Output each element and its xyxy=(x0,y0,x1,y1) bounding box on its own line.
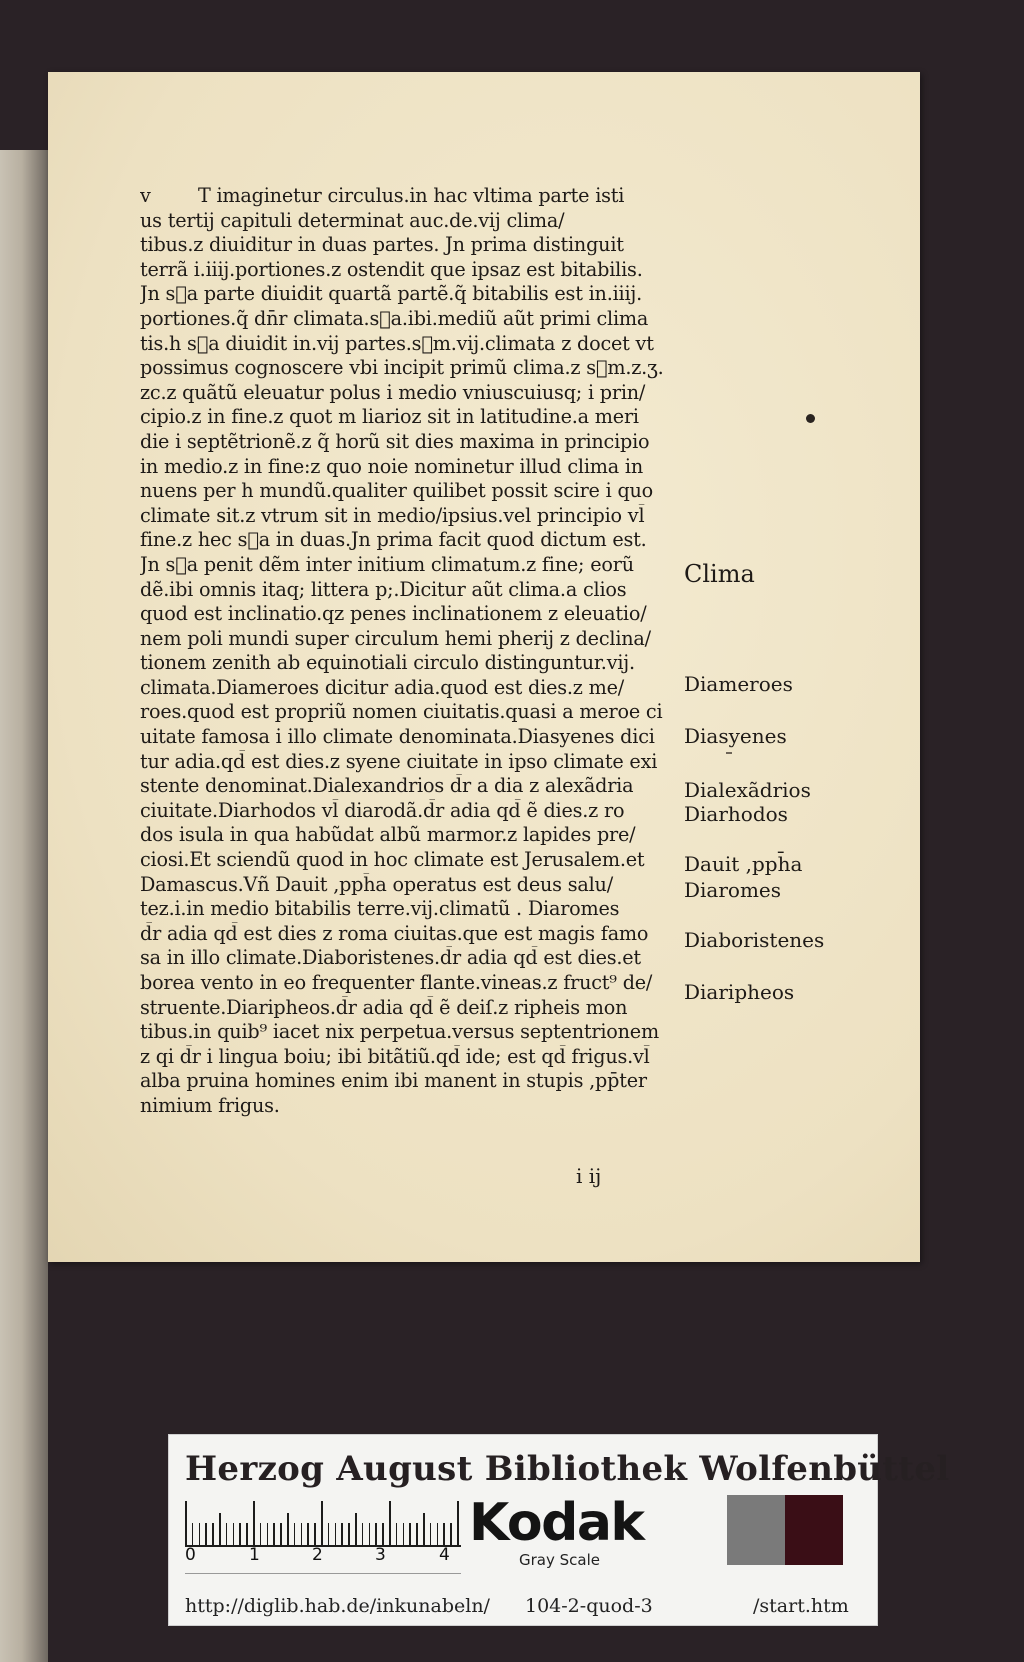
ruler-tick xyxy=(185,1501,187,1545)
signature-mark: i ij xyxy=(576,1164,602,1188)
ruler-tick xyxy=(192,1523,194,1545)
leading-mark: v xyxy=(140,184,151,207)
ruler-number: 1 xyxy=(249,1545,260,1565)
ruler-tick xyxy=(239,1523,241,1545)
ruler-tick xyxy=(287,1513,289,1545)
ruler-tick xyxy=(199,1523,201,1545)
gray-swatch xyxy=(727,1495,785,1565)
text-line: possimus cognoscere vbi incipit primũ clima.z s᷑m.z.ʒ. xyxy=(140,356,664,380)
ruler-tick xyxy=(437,1523,439,1545)
text-line: ciosi.Et sciendũ quod in hoc climate est Jerusalem.et xyxy=(140,848,645,872)
ruler-tick xyxy=(409,1523,411,1545)
margin-note-diasyenes: Diasyenes xyxy=(684,724,787,748)
book-edge-shadow xyxy=(0,0,48,150)
ruler-tick xyxy=(321,1501,323,1545)
ruler-tick xyxy=(382,1523,384,1545)
ruler-tick xyxy=(375,1523,377,1545)
ruler-tick xyxy=(396,1523,398,1545)
ruler-tick xyxy=(341,1523,343,1545)
url-id[interactable]: 104-2-quod-3 xyxy=(525,1595,653,1617)
url-base[interactable]: http://diglib.hab.de/inkunabeln/ xyxy=(185,1595,490,1617)
text-line: climate sit.z vtrum sit in medio/ipsius.vel principio vl̄ xyxy=(140,503,645,527)
kodak-logo: Kodak xyxy=(469,1493,644,1553)
ruler-tick xyxy=(450,1523,452,1545)
main-text-column xyxy=(140,184,720,1119)
library-footer xyxy=(168,1434,950,1626)
ruler-tick xyxy=(267,1523,269,1545)
ruler-tick xyxy=(389,1501,391,1545)
ruler-tick xyxy=(307,1523,309,1545)
ruler-tick xyxy=(226,1523,228,1545)
text-line: Jn s᷑a parte diuidit quartã partẽ.q̃ bitabilis est in.iiij. xyxy=(140,282,643,306)
text-line: tez.i.in medio bitabilis terre.vij.climatũ . Diaromes xyxy=(140,897,620,921)
text-line: tibus.z diuiditur in duas partes. Jn prima distinguit xyxy=(140,233,624,257)
text-line: portiones.q̃ dn̄r climata.s᷑a.ibi.mediũ aũt primi clima xyxy=(140,306,649,330)
ruler-tick xyxy=(301,1523,303,1545)
text-line: us tertij capituli determinat auc.de.vij clima/ xyxy=(140,208,565,232)
text-line: alba pruina homines enim ibi manent in stupis ,pp̄ter xyxy=(140,1069,647,1093)
margin-note-clima: Clima xyxy=(684,560,755,588)
ruler-tick xyxy=(403,1523,405,1545)
text-line: Jn s᷑a penit dẽm inter initium climatum.z fine; eorũ xyxy=(140,552,634,576)
ruler-tick xyxy=(280,1523,282,1545)
text-line: zc.z quãtũ eleuatur polus i medio vniuscuiusq; i prin/ xyxy=(140,380,646,404)
ruler-tick xyxy=(314,1523,316,1545)
text-line: tionem zenith ab equinotiali circulo distinguntur.vij. xyxy=(140,651,635,675)
url-suffix[interactable]: /start.htm xyxy=(753,1595,849,1617)
text-line: sa in illo climate.Diaboristenes.d̄r adia qd̄ est dies.et xyxy=(140,946,641,970)
text-line: cipio.z in fine.z quot m liarioz sit in latitudine.a meri xyxy=(140,405,639,429)
text-line: Damascus.Vñ Dauit ,pph̄a operatus est deus salu/ xyxy=(140,872,613,896)
ruler-tick xyxy=(335,1523,337,1545)
manuscript-page xyxy=(48,72,920,1262)
text-line: dẽ.ibi omnis itaq; littera p;.Dicitur aũt clima.a clios xyxy=(140,577,627,601)
text-line: tur adia.qd̄ est dies.z syene ciuitate in ipso climate exi xyxy=(140,749,658,773)
library-title: Herzog August Bibliothek Wolfenbüttel xyxy=(185,1449,950,1489)
ruler-number: 0 xyxy=(185,1545,196,1565)
ruler-tick xyxy=(443,1523,445,1545)
margin-tick-mark xyxy=(726,752,732,754)
ruler-tick xyxy=(430,1523,432,1545)
scale-ruler xyxy=(185,1499,461,1547)
ink-dot xyxy=(806,414,815,423)
text-line: borea vento in eo frequenter flante.vineas.z fruct⁹ de/ xyxy=(140,971,653,994)
book-edge xyxy=(0,0,48,1662)
margin-note-diameroes: Diameroes xyxy=(684,672,793,696)
text-line: tis.h s᷑a diuidit in.vij partes.s᷑m.vij.climata z docet vt xyxy=(140,331,654,355)
margin-note-diarhodos: Diarhodos xyxy=(684,802,788,826)
ruler-tick xyxy=(205,1523,207,1545)
ruler-tick xyxy=(348,1523,350,1545)
text-line: uitate famosa i illo climate denominata.Diasyenes dici xyxy=(140,725,655,749)
text-line: d̄r adia qd̄ est dies z roma ciuitas.que est magis famo xyxy=(140,921,649,945)
ruler-baseline xyxy=(185,1573,461,1574)
text-line: nimium frigus. xyxy=(140,1093,280,1117)
text-line: terrã i.iiij.portiones.z ostendit que ipsaz est bitabilis. xyxy=(140,257,643,281)
dark-swatch xyxy=(785,1495,843,1565)
ruler-tick xyxy=(233,1523,235,1545)
ruler-tick xyxy=(362,1523,364,1545)
ruler-tick xyxy=(423,1513,425,1545)
margin-note-diaboristenes: Diaboristenes xyxy=(684,928,825,952)
gray-scale-label: Gray Scale xyxy=(519,1551,600,1569)
text-line: struente.Diaripheos.d̄r adia qd̄ ẽ deiſ.z ripheis mon xyxy=(140,995,628,1019)
text-line: v T imaginetur circulus.in hac vltima parte isti xyxy=(140,184,625,207)
ruler-tick xyxy=(457,1501,459,1545)
ruler-number: 2 xyxy=(312,1545,323,1565)
ruler-tick xyxy=(369,1523,371,1545)
text-line: quod est inclinatio.qz penes inclinationem z eleuatio/ xyxy=(140,602,647,626)
ruler-tick xyxy=(219,1513,221,1545)
ruler-tick xyxy=(246,1523,248,1545)
ruler-tick xyxy=(212,1523,214,1545)
ruler-tick xyxy=(260,1523,262,1545)
ruler-tick xyxy=(355,1513,357,1545)
text-line: ciuitate.Diarhodos vl̄ diarodã.d̄r adia qd̄ ẽ dies.z ro xyxy=(140,798,625,822)
ruler-tick xyxy=(253,1501,255,1545)
ruler-tick xyxy=(294,1523,296,1545)
text-line: dos isula in qua habũdat albũ marmor.z lapides pre/ xyxy=(140,823,636,847)
ruler-tick xyxy=(416,1523,418,1545)
ruler-tick xyxy=(328,1523,330,1545)
text-line: in medio.z in fine:z quo noie nominetur illud clima in xyxy=(140,454,643,478)
text-line: nem poli mundi super circulum hemi pherij z declina/ xyxy=(140,626,651,650)
text-line: tibus.in quib⁹ iacet nix perpetua.versus septentrionem xyxy=(140,1020,659,1044)
text-line: z qi d̄r i lingua boiu; ibi bitãtiũ.qd̄ ide; est qd̄ frigus.vl̄ xyxy=(140,1044,650,1068)
text-line: climata.Diameroes dicitur adia.quod est dies.z me/ xyxy=(140,675,625,699)
ruler-tick xyxy=(273,1523,275,1545)
margin-note-dauit-propheta: Dauit ,pph̄a xyxy=(684,852,803,876)
text-line: roes.quod est propriũ nomen ciuitatis.quasi a meroe ci xyxy=(140,700,663,724)
margin-note-dialexandrios: Dialexãdrios xyxy=(684,778,811,802)
text-line: stente denominat.Dialexandrios d̄r a dia z alexãdria xyxy=(140,774,634,798)
text-line: fine.z hec s᷑a in duas.Jn prima facit quod dictum est. xyxy=(140,528,647,552)
margin-note-diaripheos: Diaripheos xyxy=(684,980,795,1004)
ruler-number: 3 xyxy=(375,1545,386,1565)
text-line: nuens per h mundũ.qualiter quilibet possit scire i quo xyxy=(140,479,654,503)
text-line: die i septẽtrionẽ.z q̃ horũ sit dies maxima in principio xyxy=(140,429,650,453)
margin-note-diaromes: Diaromes xyxy=(684,878,782,902)
ruler-number: 4 xyxy=(439,1545,450,1565)
